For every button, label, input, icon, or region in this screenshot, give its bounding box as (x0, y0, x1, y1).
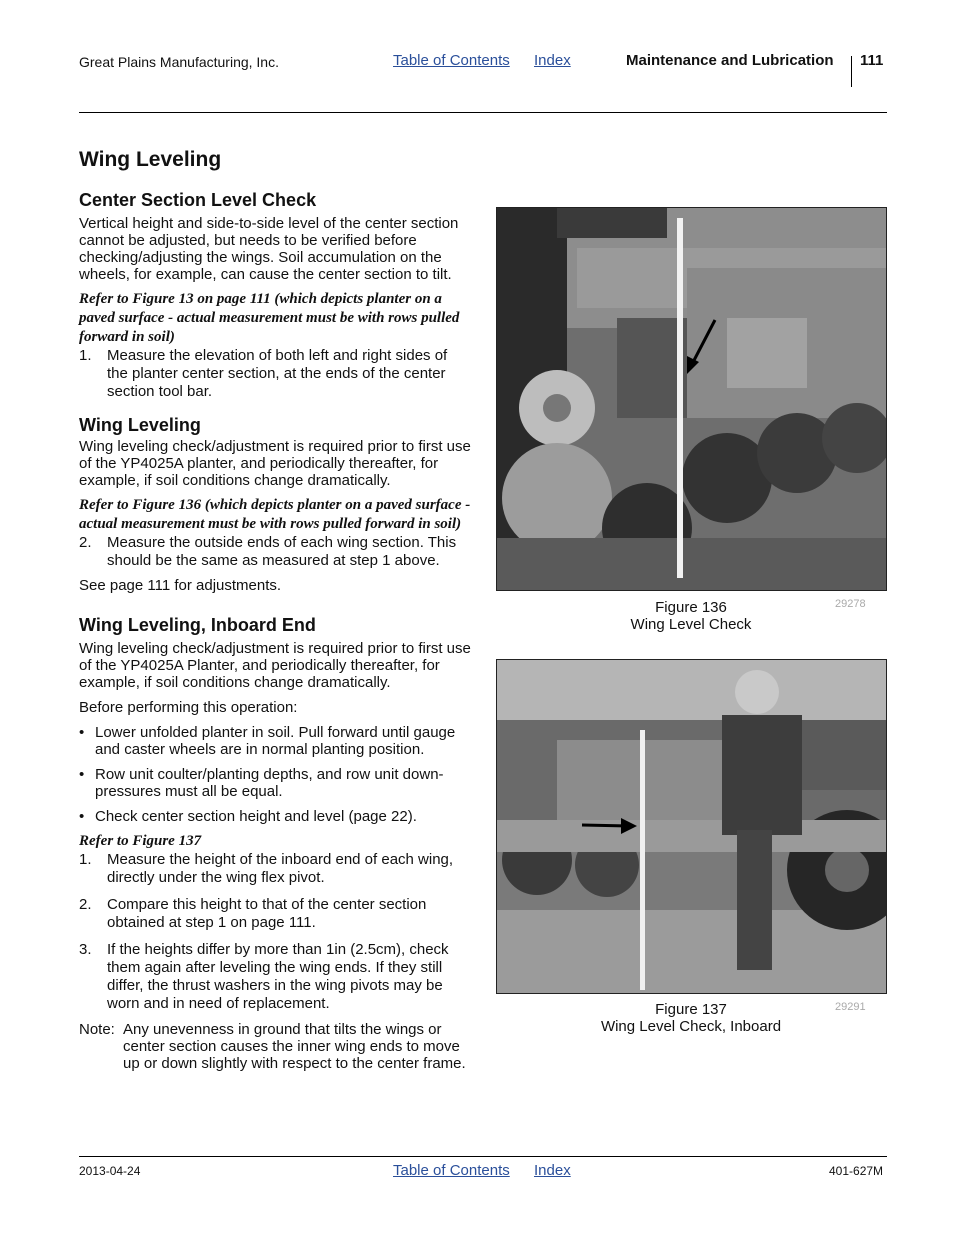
wing-leveling-para: Wing leveling check/adjustment is required prior to first use of the YP4025A planter, and periodically thereafter, for example, if soil conditions change dramatically. (79, 438, 471, 489)
inboard-step: 3. If the heights differ by more than 1in (2.5cm), check them again after leveling the wing ends. If they still differ, the thrust washers in the wing pivots may be worn and in need of replacement. (79, 941, 449, 1012)
inboard-step: 1. Measure the height of the inboard end of each wing, directly under the wing flex pivot. (79, 851, 454, 886)
footer-rule (79, 1156, 887, 1157)
figure-136-caption (596, 599, 786, 633)
main-column (79, 148, 471, 1072)
page-title: Wing Leveling (79, 148, 222, 171)
inboard-ref: Refer to Figure 137 (79, 833, 202, 849)
header-divider (851, 56, 852, 87)
section-title: Maintenance and Lubrication (626, 52, 834, 69)
note-text: Any unevenness in ground that tilts the wings or center section causes the inner wing ends to move up or down slightly with respect to the center frame. (123, 1021, 466, 1072)
figure-137-photo (496, 659, 887, 994)
header-index-link[interactable]: Index (534, 52, 571, 69)
heading-inboard: Wing Leveling, Inboard End (79, 615, 316, 635)
wing-leveling-step (79, 534, 471, 570)
footer-index-link[interactable]: Index (534, 1162, 571, 1179)
inboard-para: Wing leveling check/adjustment is required prior to first use of the YP4025A Planter, and periodically thereafter, for example, if soil conditions change dramatically. (79, 640, 471, 691)
figure-title: Wing Level Check, Inboard (600, 1018, 782, 1035)
list-item: • Lower unfolded planter in soil. Pull forward until gauge and caster wheels are in normal planting position. (79, 724, 456, 758)
list-item: • Check center section height and level (page 22). (79, 808, 417, 825)
header-toc-link[interactable]: Table of Contents (393, 52, 510, 69)
see-adjustments: See page 111 for adjustments. (79, 577, 282, 594)
before-text: Before performing this operation: (79, 699, 298, 716)
figure-number: Figure 137 (655, 1001, 727, 1018)
note-label: Note: (79, 1021, 115, 1038)
company-name: Great Plains Manufacturing, Inc. (79, 54, 279, 70)
planter-center-section-image (497, 208, 886, 590)
figure-136-code: 29278 (835, 598, 866, 610)
inboard-step: 2. Compare this height to that of the center section obtained at step 1 on page 111. (79, 896, 427, 931)
footer-doc-number: 401-627M (829, 1164, 884, 1178)
page-number: 111 (860, 52, 884, 69)
center-check-ref: Refer to Figure 13 on page 111 (which depicts planter on a paved surface - actual measurement must be with rows pulled forward in soil) (79, 291, 460, 345)
footer-toc-link[interactable]: Table of Contents (393, 1162, 510, 1179)
figure-title: Wing Level Check (630, 616, 752, 633)
list-item: • Row unit coulter/planting depths, and row unit down-pressures must all be equal. (79, 766, 444, 800)
footer-date: 2013-04-24 (79, 1164, 141, 1178)
note (79, 1021, 471, 1072)
step-text: Measure the elevation of both left and right sides of the planter center section, at the ends of the center section tool bar. (107, 347, 448, 400)
header-rule (79, 112, 887, 113)
center-check-step (79, 347, 471, 401)
figure-136-photo (496, 207, 887, 591)
figure-137-code: 29291 (835, 1001, 866, 1013)
step-number: 1. (79, 347, 92, 364)
heading-wing-leveling: Wing Leveling (79, 415, 201, 435)
figure-137-caption (566, 1001, 816, 1035)
heading-center-check: Center Section Level Check (79, 190, 317, 210)
wing-leveling-ref: Refer to Figure 136 (which depicts planter on a paved surface - actual measurement must be with rows pulled forward in soil) (79, 497, 471, 532)
wing-inboard-check-image (497, 660, 886, 993)
figure-number: Figure 136 (655, 599, 727, 616)
step-text: Measure the outside ends of each wing section. This should be the same as measured at step 1 above. (107, 534, 457, 569)
center-check-para: Vertical height and side-to-side level of the center section cannot be adjusted, but needs to be verified before checking/adjusting the wings. Soil accumulation on the wheels, for example, can cause the center section to tilt. (79, 215, 459, 283)
step-number: 2. (79, 534, 92, 551)
